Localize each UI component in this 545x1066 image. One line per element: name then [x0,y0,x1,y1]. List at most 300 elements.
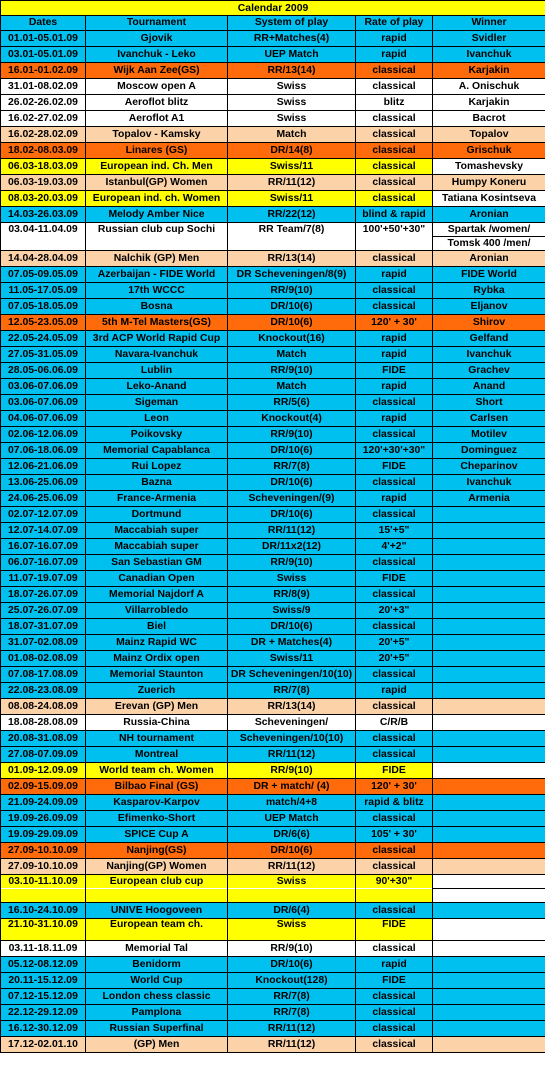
cell-rate: classical [356,191,433,207]
cell-system: DR/10(6) [228,299,356,315]
cell-winner [433,1021,545,1037]
cell-rate [356,237,433,251]
cell-tournament: France-Armenia [86,491,228,507]
table-row [1,507,545,523]
table-row [1,475,545,491]
cell-winner [433,1037,545,1053]
table-row [1,331,545,347]
cell-dates: 03.01-05.01.09 [1,47,86,63]
cell-dates: 12.05-23.05.09 [1,315,86,331]
cell-rate: rapid [356,267,433,283]
cell-winner [433,635,545,651]
table-row [1,875,545,889]
cell-dates: 22.05-24.05.09 [1,331,86,347]
cell-system: Knockout(4) [228,411,356,427]
cell-system: RR/7(8) [228,459,356,475]
cell-tournament: Villarrobledo [86,603,228,619]
cell-winner [433,507,545,523]
cell-tournament: NH tournament [86,731,228,747]
cell-tournament: Gjovik [86,31,228,47]
cell-system: DR/14(8) [228,143,356,159]
cell-winner: FIDE World [433,267,545,283]
cell-dates: 20.08-31.08.09 [1,731,86,747]
cell-dates: 12.06-21.06.09 [1,459,86,475]
cell-dates: 11.07-19.07.09 [1,571,86,587]
cell-tournament: Mainz Ordix open [86,651,228,667]
cell-rate: rapid [356,957,433,973]
table-row [1,111,545,127]
cell-system [228,889,356,903]
cell-winner: Grischuk [433,143,545,159]
cell-tournament: Aeroflot blitz [86,95,228,111]
cell-tournament: World Cup [86,973,228,989]
cell-tournament: Benidorm [86,957,228,973]
cell-system: DR/6(6) [228,827,356,843]
table-row [1,667,545,683]
table-row [1,237,545,251]
cell-tournament: Nanjing(GS) [86,843,228,859]
cell-dates: 04.06-07.06.09 [1,411,86,427]
table-row [1,95,545,111]
cell-dates: 03.10-11.10.09 [1,875,86,889]
header-dates: Dates [1,16,86,31]
cell-dates: 22.12-29.12.09 [1,1005,86,1021]
table-row [1,587,545,603]
cell-tournament: 17th WCCC [86,283,228,299]
cell-dates: 11.05-17.05.09 [1,283,86,299]
cell-system: DR/10(6) [228,443,356,459]
cell-system: DR + match/ (4) [228,779,356,795]
cell-winner [433,875,545,889]
cell-rate: classical [356,731,433,747]
cell-tournament: Leko-Anand [86,379,228,395]
cell-system: RR/7(8) [228,1005,356,1021]
cell-rate: 90'+30" [356,875,433,889]
cell-winner [433,619,545,635]
cell-rate: FIDE [356,459,433,475]
cell-rate: classical [356,475,433,491]
cell-system: DR Scheveningen/8(9) [228,267,356,283]
cell-system: DR + Matches(4) [228,635,356,651]
table-row [1,919,545,941]
cell-dates [1,237,86,251]
cell-winner [433,973,545,989]
cell-dates: 01.01-05.01.09 [1,31,86,47]
cell-system: RR/5(6) [228,395,356,411]
cell-system: Swiss/11 [228,159,356,175]
cell-dates: 27.09-10.10.09 [1,843,86,859]
cell-winner [433,571,545,587]
cell-winner: Aronian [433,207,545,223]
table-row [1,347,545,363]
table-row [1,539,545,555]
cell-tournament: European team ch. [86,919,228,941]
cell-tournament: Aeroflot A1 [86,111,228,127]
cell-rate: classical [356,143,433,159]
cell-system: Match [228,347,356,363]
table-row [1,267,545,283]
cell-system: RR/11(12) [228,175,356,191]
cell-winner [433,827,545,843]
cell-winner: Ivanchuk [433,475,545,491]
cell-system: Knockout(16) [228,331,356,347]
cell-rate: classical [356,79,433,95]
cell-winner [433,903,545,919]
cell-tournament: Dortmund [86,507,228,523]
cell-tournament [86,237,228,251]
cell-tournament: Efimenko-Short [86,811,228,827]
cell-winner: Dominguez [433,443,545,459]
cell-winner: Carlsen [433,411,545,427]
cell-dates: 03.04-11.04.09 [1,223,86,237]
cell-tournament: Canadian Open [86,571,228,587]
cell-dates: 24.06-25.06.09 [1,491,86,507]
cell-tournament: Russian Superfinal [86,1021,228,1037]
cell-winner: Ivanchuk [433,347,545,363]
table-row [1,1005,545,1021]
table-row [1,635,545,651]
cell-tournament: World team ch. Women [86,763,228,779]
header-tournament: Tournament [86,16,228,31]
table-row [1,795,545,811]
cell-system: Scheveningen/ [228,715,356,731]
cell-system: Swiss/11 [228,191,356,207]
cell-system: Swiss/9 [228,603,356,619]
table-row [1,143,545,159]
cell-winner: Shirov [433,315,545,331]
table-row [1,651,545,667]
cell-winner: Aronian [433,251,545,267]
cell-winner: Ivanchuk [433,47,545,63]
cell-rate: rapid & blitz [356,795,433,811]
cell-rate: FIDE [356,973,433,989]
table-row [1,827,545,843]
table-row [1,715,545,731]
cell-dates: 31.01-08.02.09 [1,79,86,95]
cell-winner: Anand [433,379,545,395]
cell-dates: 13.06-25.06.09 [1,475,86,491]
cell-rate: 120' + 30' [356,315,433,331]
table-row [1,941,545,957]
cell-tournament: Zuerich [86,683,228,699]
cell-dates: 06.03-19.03.09 [1,175,86,191]
cell-tournament: European club cup [86,875,228,889]
cell-system: RR/22(12) [228,207,356,223]
cell-dates: 07.06-18.06.09 [1,443,86,459]
cell-system: RR/13(14) [228,63,356,79]
cell-winner [433,843,545,859]
cell-rate: classical [356,859,433,875]
table-row [1,683,545,699]
table-row [1,443,545,459]
cell-system: RR/11(12) [228,747,356,763]
cell-system: DR Scheveningen/10(10) [228,667,356,683]
cell-tournament: Bilbao Final (GS) [86,779,228,795]
cell-system: RR+Matches(4) [228,31,356,47]
cell-winner [433,919,545,941]
table-row [1,619,545,635]
cell-dates: 03.06-07.06.09 [1,379,86,395]
cell-dates: 18.07-31.07.09 [1,619,86,635]
cell-system: DR/10(6) [228,475,356,491]
cell-system: RR/11(12) [228,1037,356,1053]
cell-tournament: Montreal [86,747,228,763]
cell-rate: rapid [356,31,433,47]
cell-rate: classical [356,587,433,603]
cell-dates: 12.07-14.07.09 [1,523,86,539]
cell-system: UEP Match [228,811,356,827]
cell-tournament: Memorial Capablanca [86,443,228,459]
cell-system: Swiss/11 [228,651,356,667]
cell-rate: 105' + 30' [356,827,433,843]
cell-winner [433,747,545,763]
cell-winner [433,683,545,699]
cell-winner [433,779,545,795]
cell-winner [433,603,545,619]
cell-winner [433,587,545,603]
cell-dates: 07.05-18.05.09 [1,299,86,315]
cell-tournament: Erevan (GP) Men [86,699,228,715]
cell-rate [356,889,433,903]
cell-tournament: San Sebastian GM [86,555,228,571]
cell-system: DR/10(6) [228,507,356,523]
cell-winner [433,811,545,827]
cell-rate: classical [356,1037,433,1053]
table-row [1,1037,545,1053]
cell-rate: classical [356,159,433,175]
cell-winner: Humpy Koneru [433,175,545,191]
cell-winner: Svidler [433,31,545,47]
table-row [1,699,545,715]
cell-dates: 16.07-16.07.09 [1,539,86,555]
cell-tournament: Nanjing(GP) Women [86,859,228,875]
table-row [1,251,545,267]
cell-dates: 01.09-12.09.09 [1,763,86,779]
cell-dates: 02.09-15.09.09 [1,779,86,795]
cell-system: RR/9(10) [228,555,356,571]
cell-dates: 01.08-02.08.09 [1,651,86,667]
cell-dates: 06.03-18.03.09 [1,159,86,175]
cell-rate: 120'+30'+30" [356,443,433,459]
cell-rate: classical [356,699,433,715]
cell-dates: 03.06-07.06.09 [1,395,86,411]
cell-tournament: Mainz Rapid WC [86,635,228,651]
cell-tournament: Russia-China [86,715,228,731]
cell-rate: classical [356,111,433,127]
cell-tournament: Linares (GS) [86,143,228,159]
cell-rate: classical [356,299,433,315]
cell-system: Knockout(128) [228,973,356,989]
cell-tournament: Ivanchuk - Leko [86,47,228,63]
table-row [1,523,545,539]
cell-tournament: UNIVE Hoogoveen [86,903,228,919]
table-row [1,731,545,747]
cell-system: RR/7(8) [228,989,356,1005]
cell-rate: classical [356,251,433,267]
table-row [1,843,545,859]
cell-system: DR/10(6) [228,843,356,859]
cell-dates: 27.09-10.10.09 [1,859,86,875]
cell-rate: classical [356,811,433,827]
cell-rate: classical [356,667,433,683]
cell-system: DR/11x2(12) [228,539,356,555]
cell-rate: classical [356,1005,433,1021]
cell-dates: 25.07-26.07.09 [1,603,86,619]
cell-rate: rapid [356,379,433,395]
header-rate: Rate of play [356,16,433,31]
table-row [1,191,545,207]
cell-tournament: Lublin [86,363,228,379]
cell-tournament: European ind. Ch. Men [86,159,228,175]
cell-rate: classical [356,427,433,443]
cell-rate: 20'+3" [356,603,433,619]
cell-tournament: 3rd ACP World Rapid Cup [86,331,228,347]
cell-system: DR/10(6) [228,619,356,635]
cell-rate: classical [356,127,433,143]
cell-rate: classical [356,283,433,299]
cell-tournament: Navara-Ivanchuk [86,347,228,363]
cell-rate: C/R/B [356,715,433,731]
cell-dates: 05.12-08.12.09 [1,957,86,973]
cell-tournament: 5th M-Tel Masters(GS) [86,315,228,331]
table-row [1,47,545,63]
table-row [1,811,545,827]
cell-winner: Tomashevsky [433,159,545,175]
cell-dates: 07.05-09.05.09 [1,267,86,283]
cell-dates: 08.03-20.03.09 [1,191,86,207]
cell-rate: FIDE [356,919,433,941]
table-row [1,175,545,191]
cell-winner: A. Onischuk [433,79,545,95]
cell-system: RR/11(12) [228,859,356,875]
cell-winner [433,539,545,555]
cell-winner [433,859,545,875]
cell-dates: 07.08-17.08.09 [1,667,86,683]
cell-winner: Motilev [433,427,545,443]
table-row [1,207,545,223]
table-row [1,411,545,427]
cell-winner: Tomsk 400 /men/ [433,237,545,251]
cell-system: Swiss [228,919,356,941]
cell-winner: Bacrot [433,111,545,127]
table-row [1,747,545,763]
cell-winner: Tatiana Kosintseva [433,191,545,207]
cell-dates: 28.05-06.06.09 [1,363,86,379]
cell-system: RR/9(10) [228,363,356,379]
cell-dates: 16.01-01.02.09 [1,63,86,79]
cell-tournament: Azerbaijan - FIDE World [86,267,228,283]
cell-winner [433,795,545,811]
cell-winner [433,989,545,1005]
table-row [1,427,545,443]
cell-system [228,237,356,251]
cell-system: RR/9(10) [228,283,356,299]
cell-system: DR/6(4) [228,903,356,919]
cell-rate: FIDE [356,363,433,379]
cell-dates: 27.08-07.09.09 [1,747,86,763]
table-row [1,299,545,315]
cell-system: RR/13(14) [228,699,356,715]
cell-rate: rapid [356,331,433,347]
cell-rate: classical [356,507,433,523]
header-winner: Winner [433,16,545,31]
cell-tournament: Maccabiah super [86,539,228,555]
cell-dates: 03.11-18.11.09 [1,941,86,957]
cell-rate: classical [356,941,433,957]
cell-winner [433,731,545,747]
cell-winner [433,651,545,667]
cell-system: UEP Match [228,47,356,63]
cell-rate: classical [356,1021,433,1037]
cell-dates: 07.12-15.12.09 [1,989,86,1005]
cell-winner [433,523,545,539]
cell-winner [433,667,545,683]
title-row [1,1,545,16]
table-row [1,1021,545,1037]
table-row [1,159,545,175]
cell-rate: 4'+2" [356,539,433,555]
cell-rate: classical [356,175,433,191]
cell-system: RR/13(14) [228,251,356,267]
cell-dates: 02.07-12.07.09 [1,507,86,523]
cell-winner: Topalov [433,127,545,143]
cell-tournament: European ind. ch. Women [86,191,228,207]
cell-winner [433,941,545,957]
table-row [1,903,545,919]
cell-winner [433,555,545,571]
cell-tournament: Maccabiah super [86,523,228,539]
cell-dates: 16.02-28.02.09 [1,127,86,143]
cell-system: RR Team/7(8) [228,223,356,237]
cell-system: match/4+8 [228,795,356,811]
cell-dates: 21.09-24.09.09 [1,795,86,811]
cell-winner: Eljanov [433,299,545,315]
cell-rate: rapid [356,411,433,427]
cell-system: Swiss [228,571,356,587]
cell-winner: Karjakin [433,95,545,111]
cell-tournament: (GP) Men [86,1037,228,1053]
cell-tournament: Russian club cup Sochi [86,223,228,237]
cell-dates: 06.07-16.07.09 [1,555,86,571]
cell-system: RR/11(12) [228,1021,356,1037]
cell-rate: classical [356,989,433,1005]
cell-tournament: Rui Lopez [86,459,228,475]
cell-rate: classical [356,395,433,411]
cell-rate: classical [356,843,433,859]
cell-rate: classical [356,63,433,79]
cell-winner [433,715,545,731]
table-row [1,889,545,903]
calendar-title: Calendar 2009 [1,1,545,16]
cell-system: Scheveningen/10(10) [228,731,356,747]
table-row [1,779,545,795]
cell-dates: 02.06-12.06.09 [1,427,86,443]
table-row [1,859,545,875]
table-row [1,395,545,411]
cell-system: Match [228,379,356,395]
cell-tournament: Bosna [86,299,228,315]
cell-dates: 18.08-28.08.09 [1,715,86,731]
cell-system: RR/8(9) [228,587,356,603]
cell-tournament: Poikovsky [86,427,228,443]
cell-tournament: Leon [86,411,228,427]
cell-dates: 19.09-26.09.09 [1,811,86,827]
cell-rate: 120' + 30' [356,779,433,795]
cell-rate: classical [356,903,433,919]
table-row [1,127,545,143]
table-row [1,491,545,507]
cell-system: RR/9(10) [228,763,356,779]
